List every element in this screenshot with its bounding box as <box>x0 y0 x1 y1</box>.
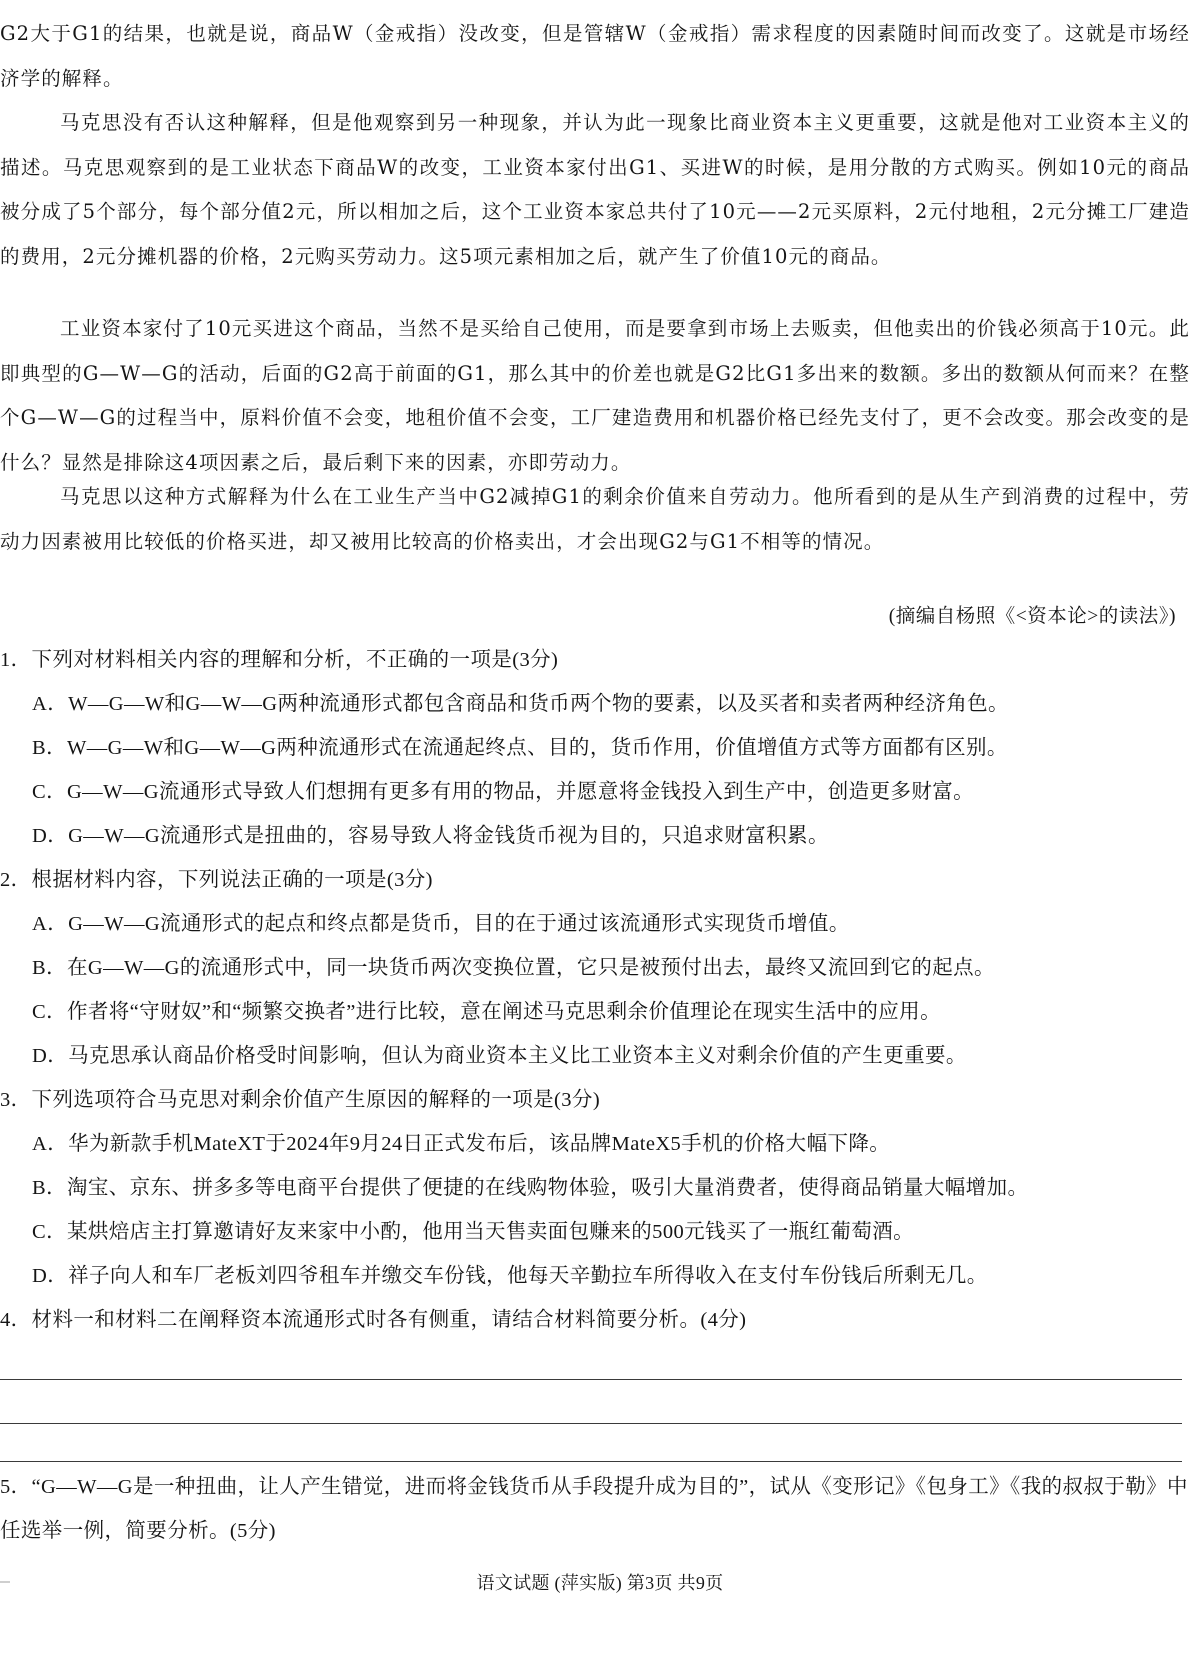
passage-paragraph-0: G2大于G1的结果，也就是说，商品W（金戒指）没改变，但是管辖W（金戒指）需求程度的因素随时间而改变了。这就是市场经济学的解释。 <box>0 22 1190 90</box>
question-4 <box>0 1298 1190 1342</box>
option-d: D．祥子向人和车厂老板刘四爷租车并缴交车份钱，他每天辛勤拉车所得收入在支付车份钱后所剩无几。 <box>32 1265 988 1287</box>
passage-paragraph-1: 马克思没有否认这种解释，但是他观察到另一种现象，并认为此一现象比商业资本主义更重要，这就是他对工业资本主义的描述。马克思观察到的是工业状态下商品W的改变，工业资本家付出G1、买进W的时候，是用分散的方式购买。例如10元的商品被分成了5个部分，每个部分值2元，所以相加之后，这个工业资本家总共付了10元——2元买原料，2元付地租，2元分摊工厂建造的费用，2元分摊机器的价格，2元购买劳动力。这5项元素相加之后，就产生了价值10元的商品。 <box>0 111 1190 268</box>
question-3 <box>0 1078 1190 1298</box>
option-c: C．某烘焙店主打算邀请好友来家中小酌，他用当天售卖面包赚来的500元钱买了一瓶红葡萄酒。 <box>32 1221 915 1243</box>
answer-line-3[interactable] <box>0 1461 1182 1462</box>
question-5: 5．“G—W—G是一种扭曲，让人产生错觉，进而将金钱货币从手段提升成为目的”，试从《变形记》《包身工》《我的叔叔于勒》中任选举一例，简要分析。(5分) <box>0 1476 1188 1542</box>
question-stem: 3．下列选项符合马克思对剩余价值产生原因的解释的一项是(3分) <box>0 1089 601 1111</box>
option-b: B．淘宝、京东、拼多多等电商平台提供了便捷的在线购物体验，吸引大量消费者，使得商品销量大幅增加。 <box>32 1177 1029 1199</box>
page-footer: 语文试题 (萍实版) 第3页 共9页 <box>476 1573 724 1593</box>
option-b: B．在G—W—G的流通形式中，同一块货币两次变换位置，它只是被预付出去，最终又流回到它的起点。 <box>32 957 995 979</box>
option-d: D．马克思承认商品价格受时间影响，但认为商业资本主义比工业资本主义对剩余价值的产生更重要。 <box>32 1045 967 1067</box>
passage-paragraph-2: 工业资本家付了10元买进这个商品，当然不是买给自己使用，而是要拿到市场上去贩卖，但他卖出的价钱必须高于10元。此即典型的G—W—G的活动，后面的G2高于前面的G1，那么其中的价差也就是G2比G1多出来的数额。多出的数额从何而来？在整个G—W—G的过程当中，原料价值不会变，地租价值不会变，工厂建造费用和机器价格已经先支付了，更不会改变。那会改变的是什么？显然是排除这4项因素之后，最后剩下来的因素，亦即劳动力。 <box>0 317 1190 474</box>
answer-line-2[interactable] <box>0 1423 1182 1424</box>
question-2 <box>0 858 1190 1078</box>
option-d: D．G—W—G流通形式是扭曲的，容易导致人将金钱货币视为目的，只追求财富积累。 <box>32 825 829 847</box>
option-a: A．华为新款手机MateXT于2024年9月24日正式发布后，该品牌MateX5手机的价格大幅下降。 <box>32 1133 891 1155</box>
option-a: A．W—G—W和G—W—G两种流通形式都包含商品和货币两个物的要素，以及买者和卖者两种经济角色。 <box>32 693 1009 715</box>
question-stem: 2．根据材料内容，下列说法正确的一项是(3分) <box>0 869 433 891</box>
option-a: A．G—W—G流通形式的起点和终点都是货币，目的在于通过该流通形式实现货币增值。 <box>32 913 850 935</box>
option-c: C．G—W—G流通形式导致人们想拥有更多有用的物品，并愿意将金钱投入到生产中，创造更多财富。 <box>32 781 975 803</box>
question-stem: 1．下列对材料相关内容的理解和分析，不正确的一项是(3分) <box>0 649 559 671</box>
option-c: C．作者将“守财奴”和“频繁交换者”进行比较，意在阐述马克思剩余价值理论在现实生活中的应用。 <box>32 1001 941 1023</box>
passage-source: (摘编自杨照《<资本论>的读法》) <box>888 606 1176 627</box>
question-stem: 4．材料一和材料二在阐释资本流通形式时各有侧重，请结合材料简要分析。(4分) <box>0 1309 747 1331</box>
answer-line-1[interactable] <box>0 1379 1182 1380</box>
option-b: B．W—G—W和G—W—G两种流通形式在流通起终点、目的，货币作用，价值增值方式等方面都有区别。 <box>32 737 1008 759</box>
question-list <box>0 638 1190 1342</box>
passage-paragraph-3: 马克思以这种方式解释为什么在工业生产当中G2减掉G1的剩余价值来自劳动力。他所看到的是从生产到消费的过程中，劳动力因素被用比较低的价格买进，却又被用比较高的价格卖出，才会出现G2与G1不相等的情况。 <box>0 485 1190 553</box>
question-1 <box>0 638 1190 858</box>
